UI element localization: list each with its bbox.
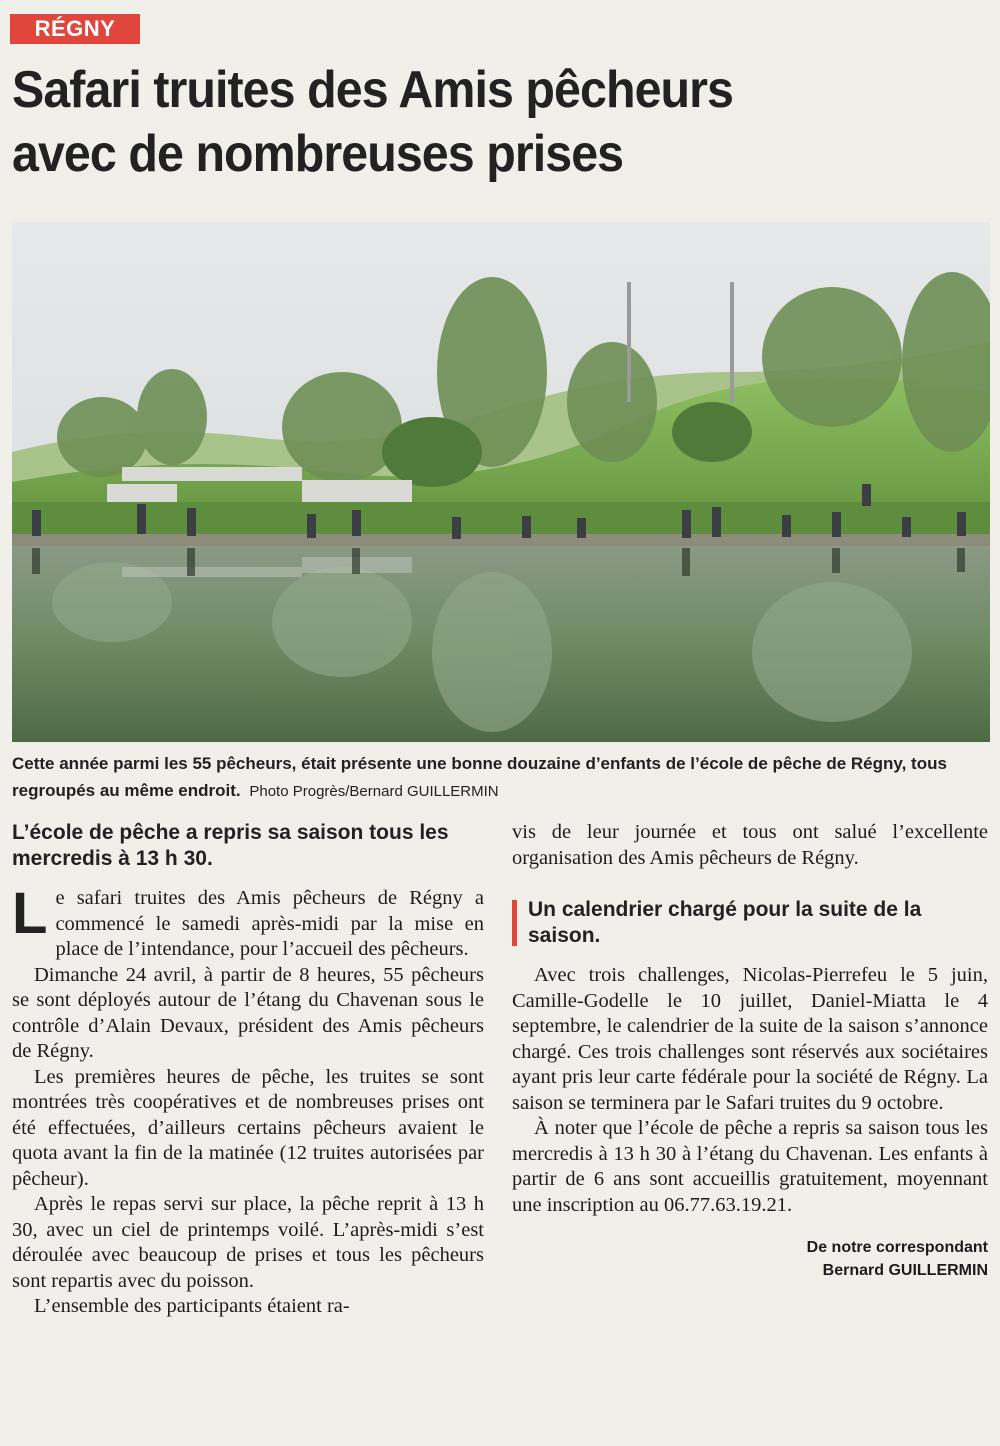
signature-role: De notre correspondant [806, 1239, 988, 1256]
paragraph-6: Avec trois challenges, Nicolas-Pierrefeu le 5 juin, Camille-Godelle le 10 juillet, Daniel-Miatta le 4 septembre, le calendrier de la suite de la saison s’annonce chargé. Ces trois challenges sont réservés aux sociétaires ayant pris leur carte fédérale pour la société de Régny. La saison se terminera par le Safari truites du 9 octobre. [512, 964, 988, 1114]
paragraph-5-end: vis de leur journée et tous ont salué l’excellente organisation des Amis pêcheurs de Régny. [512, 821, 988, 869]
paragraph-3: Les premières heures de pêche, les truites se sont montrées très coopératives et de nombreuses prises ont été effectuées, d’ailleurs certains pêcheurs avaient le quota avant la fin de la matinée (12 truites autorisées par pêcheur). [12, 1065, 484, 1190]
photo-credit: Photo Progrès/Bernard GUILLERMIN [249, 783, 499, 800]
section-label: RÉGNY [10, 14, 140, 44]
paragraph-5-start: L’ensemble des participants étaient ra- [34, 1295, 350, 1317]
headline-line-1: Safari truites des Amis pêcheurs [12, 61, 734, 119]
drop-cap: L [12, 881, 48, 946]
article-column-right [512, 820, 988, 1282]
subhead-ecole: L’école de pêche a repris sa saison tous les mercredis à 13 h 30. [12, 821, 449, 870]
subhead-calendrier: Un calendrier chargé pour la suite de la saison. [528, 898, 922, 947]
article-photo [12, 222, 990, 742]
article-column-left [12, 820, 484, 1320]
paragraph-1 [12, 881, 484, 963]
signature [512, 1236, 988, 1282]
pond-photo-illustration [12, 222, 990, 742]
signature-name: Bernard GUILLERMIN [822, 1262, 988, 1279]
photo-caption [12, 750, 990, 805]
headline-line-2: avec de nombreuses prises [12, 125, 624, 183]
paragraph-4: Après le repas servi sur place, la pêche reprit à 13 h 30, avec un ciel de printemps voilé. L’après-midi s’est déroulée avec beaucoup de prises et tous les pêcheurs sont repartis avec du poisson. [12, 1193, 484, 1292]
paragraph-7: À noter que l’école de pêche a repris sa saison tous les mercredis à 13 h 30 à l’étang du Chavenan. Les enfants à partir de 6 ans sont accueillis gratuitement, moyennant une inscription au 06.77.63.19.21. [512, 1117, 988, 1216]
accent-bar [512, 900, 517, 946]
paragraph-1-text: e safari truites des Amis pêcheurs de Régny a commencé le samedi après-midi par la mise en place de l’intendance, pour l’accueil des pêcheurs. [55, 887, 484, 960]
headline [12, 58, 905, 186]
paragraph-2: Dimanche 24 avril, à partir de 8 heures, 55 pêcheurs se sont déployés autour de l’étang du Chavenan sous le contrôle d’Alain Devaux, président des Amis pêcheurs de Régny. [12, 963, 484, 1062]
subhead-calendrier-block [512, 897, 988, 949]
caption-text: Cette année parmi les 55 pêcheurs, était présente une bonne douzaine d’enfants de l’école de pêche de Régny, tous regroupés au même endroit. [12, 754, 947, 800]
